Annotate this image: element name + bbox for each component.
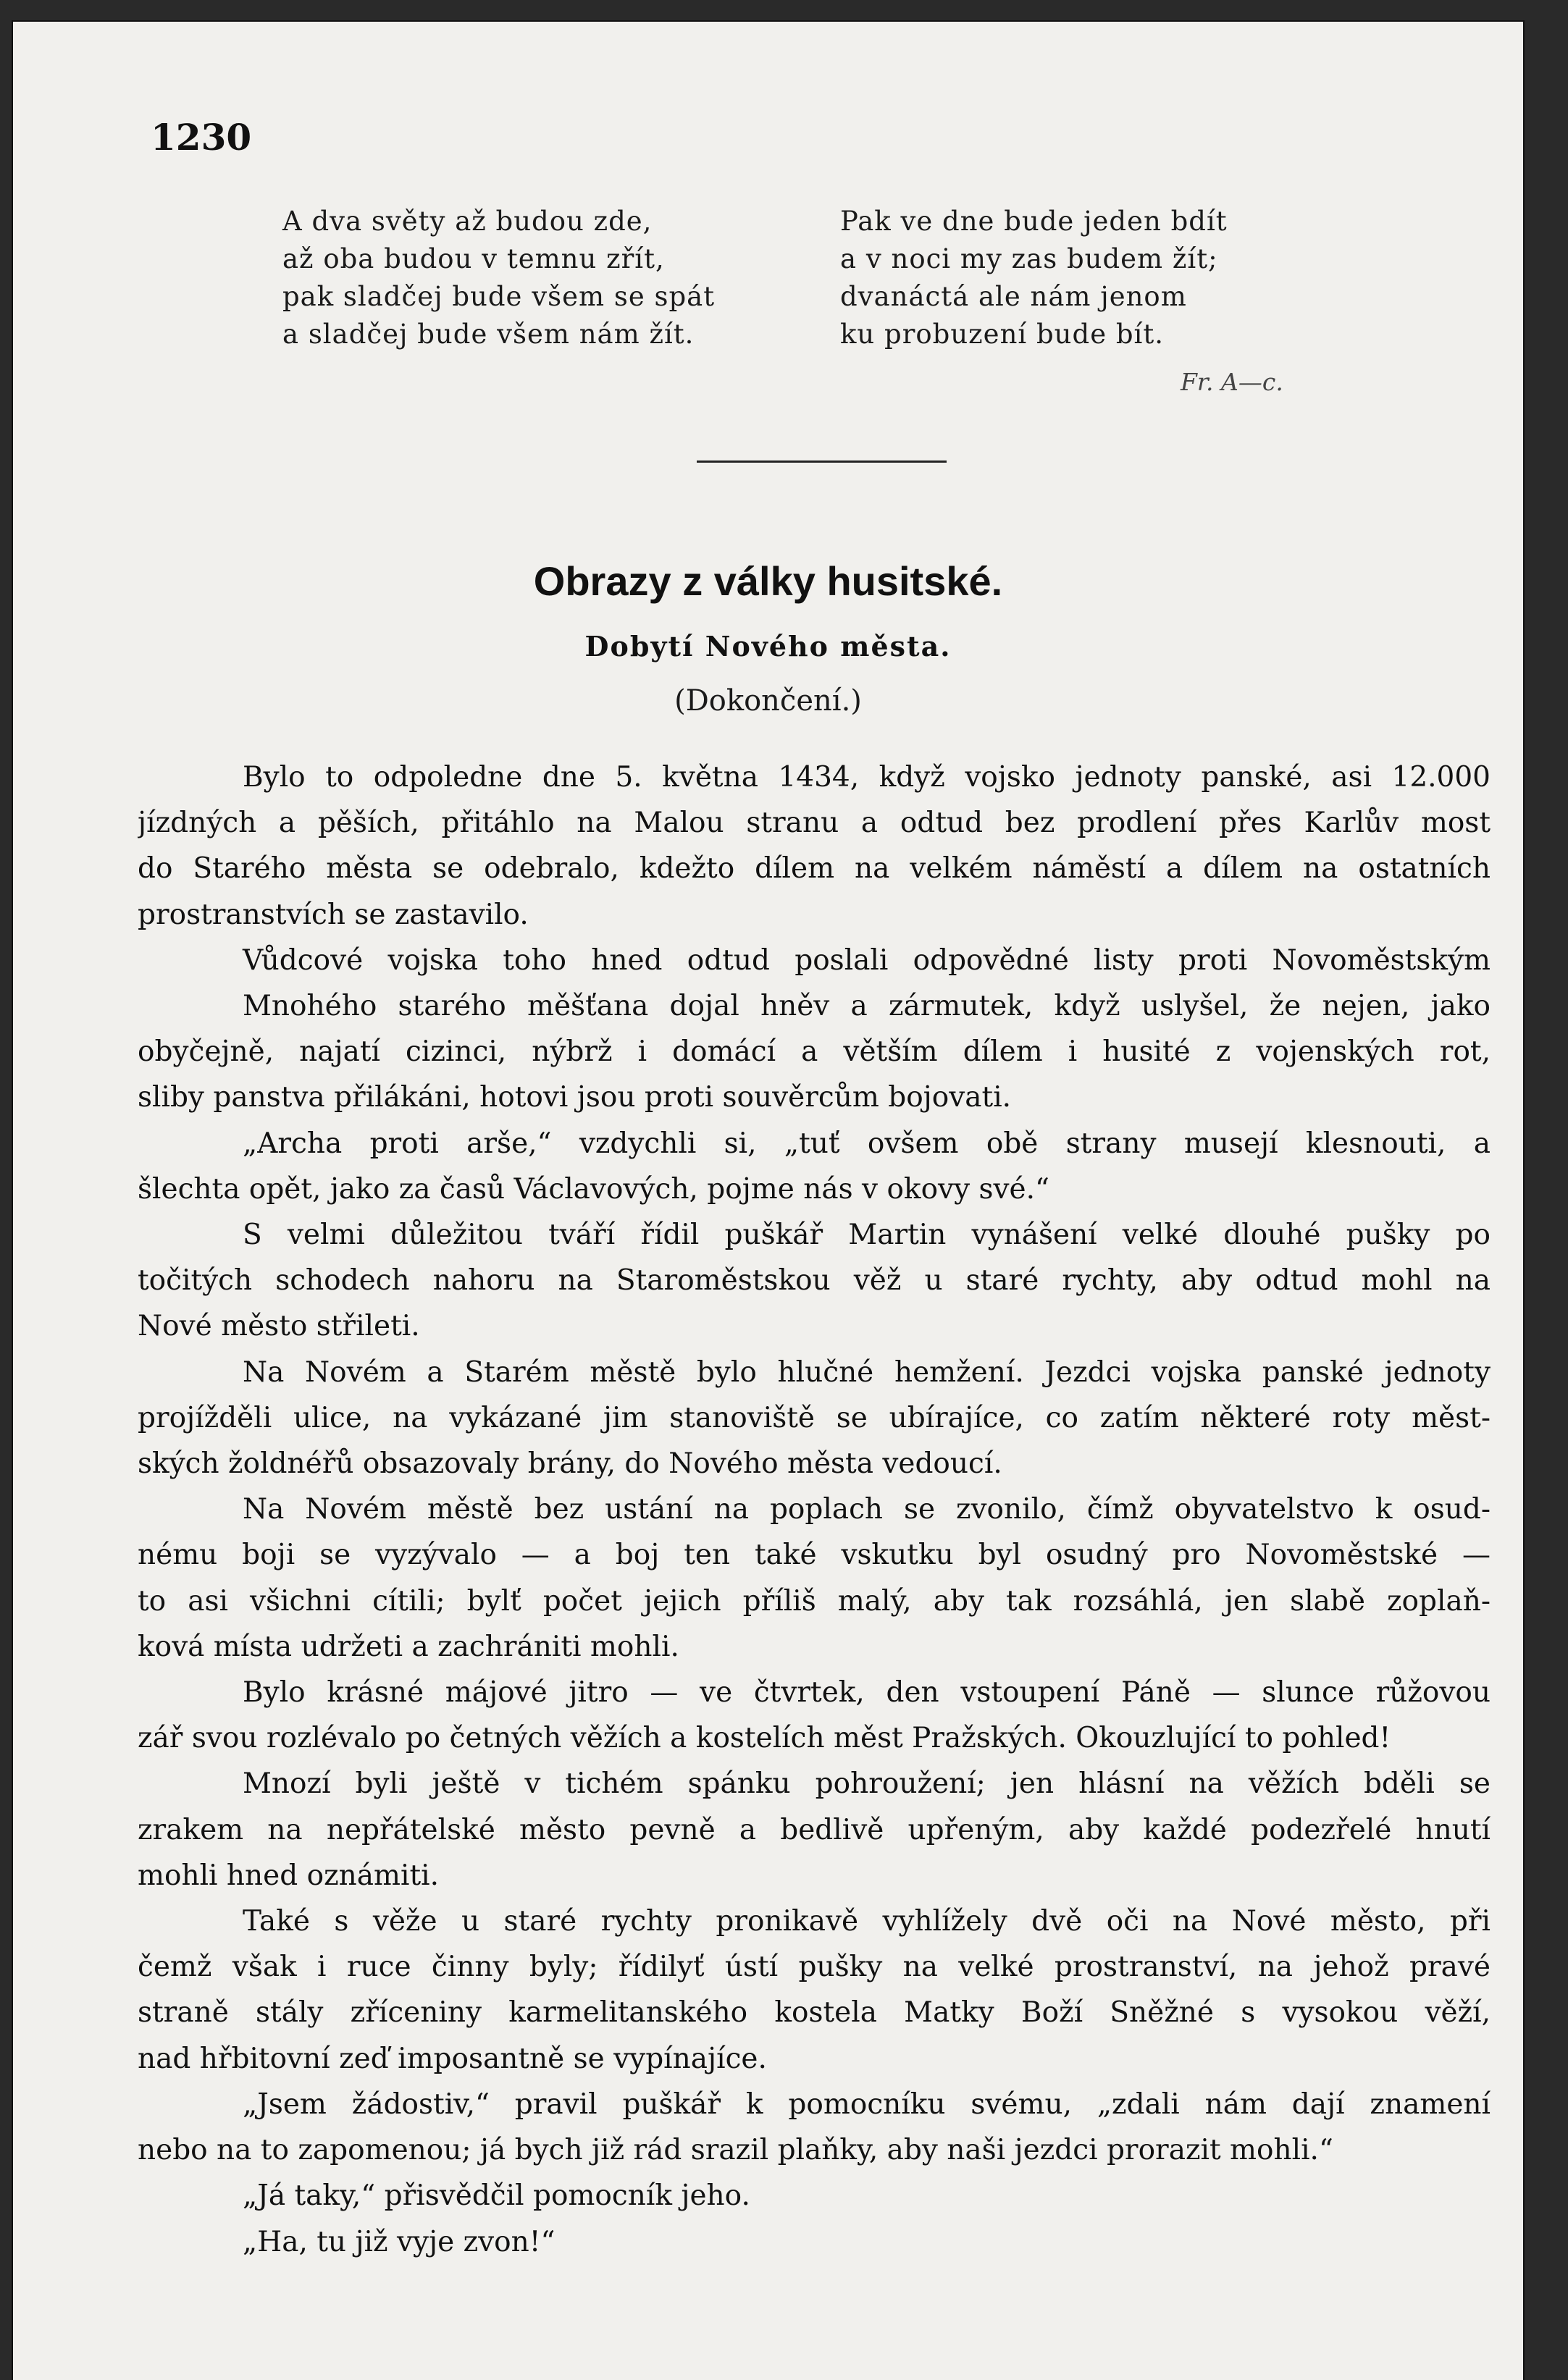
- poem-line: A dva světy až budou zde,: [282, 206, 653, 237]
- body-line: ských žoldnéřů obsazovaly brány, do Nového města vedoucí.: [138, 1447, 1002, 1481]
- body-line: zář svou rozlévalo po četných věžích a kostelích měst Pražských. Okouzlující to pohled!: [138, 1722, 1391, 1755]
- body-line: projížděli ulice, na vykázané jim stanoviště se ubírajíce, co zatím některé roty měst-: [138, 1401, 1491, 1434]
- body-line: „Archa proti arše,“ vzdychli si, „tuť ovšem obě strany musejí klesnouti, a: [243, 1127, 1491, 1160]
- document-page: [13, 22, 1523, 2380]
- poem-line: pak sladčej bude všem se spát: [282, 281, 716, 312]
- poem-stanza-right: [840, 203, 1228, 353]
- body-line: čemž však i ruce činny byly; řídilyť ústí pušky na velké prostranství, na jehož pravé: [138, 1951, 1491, 1984]
- body-line: sliby panstva přilákáni, hotovi jsou proti souvěrcům bojovati.: [138, 1081, 1012, 1114]
- body-line: do Starého města se odebralo, kdežto dílem na velkém náměstí a dílem na ostatních: [138, 852, 1491, 886]
- section-divider: [697, 461, 947, 463]
- body-line: obyčejně, najatí cizinci, nýbrž i domácí a větším dílem i husité z vojenských rot,: [138, 1035, 1491, 1069]
- poem-line: dvanáctá ale nám jenom: [840, 281, 1187, 312]
- body-line: nebo na to zapomenou; já bych již rád srazil plaňky, aby naši jezdci prorazit mohli.“: [138, 2134, 1333, 2167]
- body-line: nad hřbitovní zeď imposantně se vypínajíce.: [138, 2042, 767, 2075]
- body-line: zrakem na nepřátelské město pevně a bedlivě upřeným, aby každé podezřelé hnutí: [138, 1813, 1491, 1846]
- body-line: to asi všichni cítili; bylť počet jejich příliš malý, aby tak rozsáhlá, jen slabě zoplaň-: [138, 1584, 1491, 1618]
- body-line: Bylo krásné májové jitro — ve čtvrtek, den vstoupení Páně — slunce růžovou: [243, 1676, 1491, 1710]
- body-line: S velmi důležitou tváří řídil puškář Martin vynášení velké dlouhé pušky po: [243, 1219, 1491, 1252]
- body-line: točitých schodech nahoru na Staroměstskou věž u staré rychty, aby odtud mohl na: [138, 1264, 1491, 1298]
- body-line: Nové město střileti.: [138, 1310, 420, 1343]
- body-line: jízdných a pěších, přitáhlo na Malou stranu a odtud bez prodlení přes Karlův most: [138, 807, 1491, 840]
- body-line: nému boji se vyzývalo — a boj ten také vskutku byl osudný pro Novoměstské —: [138, 1539, 1491, 1572]
- body-line: straně stály zříceniny karmelitanského kostela Matky Boží Sněžné s vysokou věží,: [138, 1996, 1491, 2030]
- body-line: „Jsem žádostiv,“ pravil puškář k pomocníku svému, „zdali nám dají znamení: [243, 2087, 1491, 2121]
- body-line: mohli hned oznámiti.: [138, 1859, 439, 1892]
- body-line: Na Novém městě bez ustání na poplach se zvonilo, čímž obyvatelstvo k osud-: [243, 1493, 1491, 1526]
- body-line: prostranstvích se zastavilo.: [138, 898, 529, 931]
- poem-line: ku probuzení bude bít.: [840, 319, 1164, 350]
- body-line: Bylo to odpoledne dne 5. května 1434, když vojsko jednoty panské, asi 12.000: [243, 761, 1491, 794]
- body-line: ková místa udržeti a zachrániti mohli.: [138, 1630, 679, 1663]
- article-subtitle: Dobytí Nového města.: [584, 630, 952, 663]
- body-line: Také s věže u staré rychty pronikavě vyhlížely dvě oči na Nové město, při: [243, 1905, 1491, 1938]
- body-line: šlechta opět, jako za časů Václavových, pojme nás v okovy své.“: [138, 1172, 1049, 1206]
- poem-line: a v noci my zas budem žít;: [840, 243, 1218, 274]
- page-number: 1230: [151, 116, 252, 159]
- poem-signature: Fr. A—c.: [1181, 368, 1283, 396]
- body-line: Vůdcové vojska toho hned odtud poslali odpovědné listy proti Novoměstským: [243, 943, 1491, 977]
- article-title: Obrazy z války husitské.: [533, 558, 1003, 604]
- body-line: „Ha, tu již vyje zvon!“: [243, 2225, 555, 2258]
- body-line: „Já taky,“ přisvědčil pomocník jeho.: [243, 2179, 750, 2213]
- body-line: Mnohého starého měšťana dojal hněv a zármutek, když uslyšel, že nejen, jako: [243, 990, 1491, 1023]
- continuation-note: (Dokončení.): [674, 684, 862, 718]
- poem-line: Pak ve dne bude jeden bdít: [840, 206, 1228, 237]
- article-body: [138, 754, 1491, 2265]
- poem-stanza-left: [282, 203, 715, 353]
- body-line: Mnozí byli ještě v tichém spánku pohroužení; jen hlásní na věžích bděli se: [243, 1767, 1491, 1801]
- poem-line: a sladčej bude všem nám žít.: [282, 319, 695, 350]
- body-line: Na Novém a Starém městě bylo hlučné hemžení. Jezdci vojska panské jednoty: [243, 1355, 1491, 1389]
- poem-line: až oba budou v temnu zřít,: [282, 243, 665, 274]
